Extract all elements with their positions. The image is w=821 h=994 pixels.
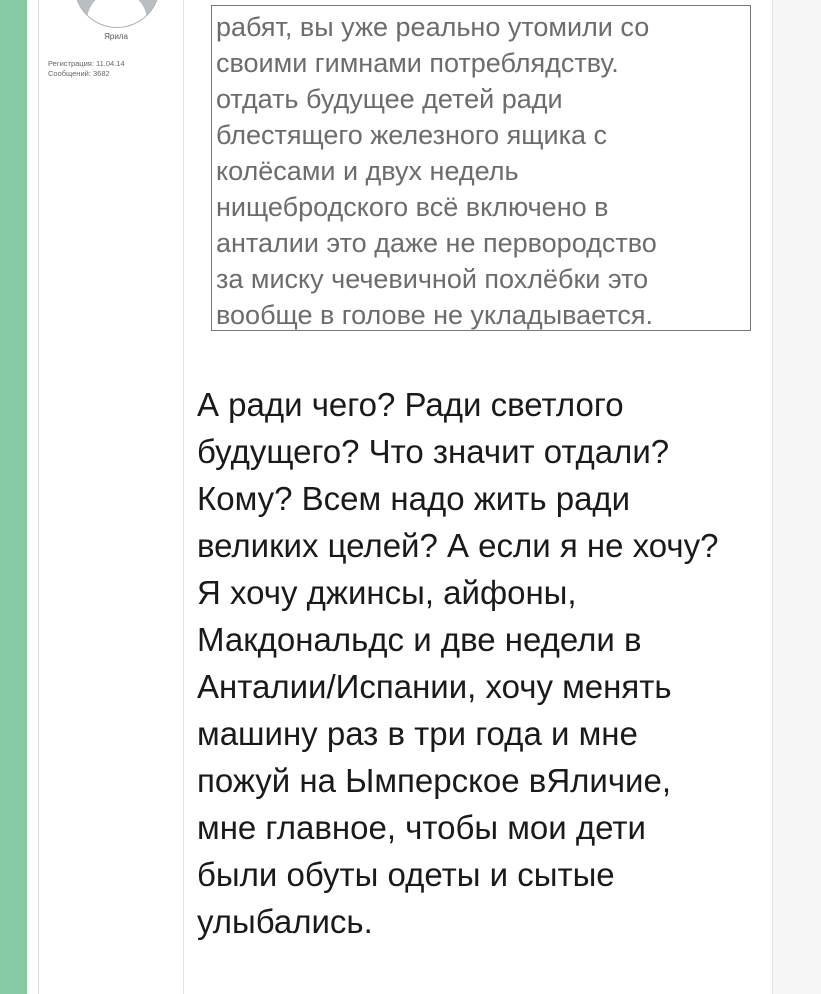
accent-strip [0, 0, 27, 994]
user-stats [48, 59, 125, 79]
post-line: улыбались. [197, 903, 373, 940]
quote-line: своими гимнами потреблядству. [216, 48, 619, 78]
post-line: Макдональдс и две недели в [197, 621, 642, 658]
quote-line: нищебродского всё включено в [216, 192, 609, 222]
quote-line: вообще в голове не укладывается. [216, 300, 653, 330]
post-line: Кому? Всем надо жить ради [197, 480, 631, 517]
post-line: великих целей? А если я не хочу? [197, 527, 719, 564]
post-line: А ради чего? Ради светлого [197, 386, 624, 423]
user-silhouette-icon [87, 0, 147, 28]
post-line: мне главное, чтобы мои дети [197, 809, 646, 846]
message-count: Сообщений: 3682 [48, 69, 110, 78]
quote-line: за миску чечевичной похлёбки это [216, 264, 649, 294]
post-line: Я хочу джинсы, айфоны, [197, 574, 577, 611]
username[interactable]: Ярила [104, 32, 128, 41]
post-line: пожуй на Ымперское вЯличие, [197, 762, 672, 799]
quote-line: анталии это даже не первородство [216, 228, 657, 258]
post-body [197, 381, 769, 945]
post-line: будущего? Что значит отдали? [197, 433, 670, 470]
registration-date: Регистрация: 11.04.14 [48, 59, 125, 68]
post-line: Анталии/Испании, хочу менять [197, 668, 672, 705]
user-info-column [39, 0, 183, 994]
quote-line: блестящего железного ящика с [216, 120, 607, 150]
right-gutter [773, 0, 821, 994]
post-line: были обуты одеты и сытые [197, 856, 615, 893]
post-line: машину раз в три года и мне [197, 715, 638, 752]
quote-line: отдать будущее детей ради [216, 84, 563, 114]
quote-block [211, 5, 751, 331]
quote-line: рабят, вы уже реально утомили со [216, 12, 650, 42]
quote-line: колёсами и двух недель [216, 156, 519, 186]
